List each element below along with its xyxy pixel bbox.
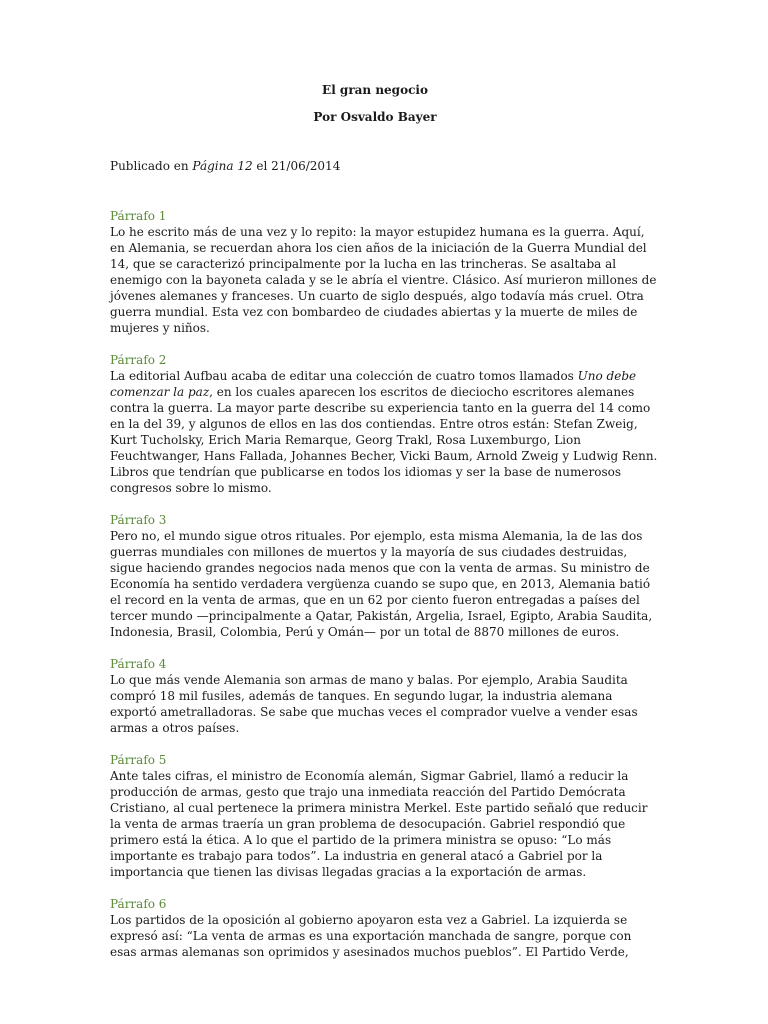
title-block (90, 82, 660, 125)
paragraph-text (110, 224, 660, 336)
paragraph-section (110, 752, 660, 880)
paragraph-text-run: Pero no, el mundo sigue otros rituales. Por ejemplo, esta misma Alemania, la de las dos guerras mundiales con millones de muertos y la mayoría de sus ciudades destruidas, sigue haciendo grandes negocios nada menos que con la venta de armas. Su ministro de Economía ha sentido verdadera vergüenza cuando se supo que, en 2013, Alemania batió el record en la venta de armas, que en un 62 por ciento fueron entregadas a países del tercer mundo —principalmente a Qatar, Pakistán, Argelia, Israel, Egipto, Arabia Saudita, Indonesia, Brasil, Colombia, Perú y Omán— por un total de 8870 millones de euros. (110, 529, 653, 639)
paragraph-label: Párrafo 1 (110, 209, 167, 223)
publication-name: Página 12 (192, 159, 253, 173)
paragraph-label: Párrafo 3 (110, 513, 167, 527)
article-title: El gran negocio (322, 83, 428, 97)
paragraph-text (110, 672, 660, 736)
paragraph-label: Párrafo 4 (110, 657, 167, 671)
publication-prefix: Publicado en (110, 159, 193, 173)
paragraph-section (110, 656, 660, 736)
paragraph-text-run: Ante tales cifras, el ministro de Economía alemán, Sigmar Gabriel, llamó a reducir la producción de armas, gesto que trajo una inmediata reacción del Partido Demócrata Cristiano, al cual pertenece la primera ministra Merkel. Este partido señaló que reducir la venta de armas traería un gran problema de desocupación. Gabriel respondió que primero está la ética. A lo que el partido de la primera ministra se opuso: “Lo más importante es trabajo para todos”. La industria en general atacó a Gabriel por la importancia que tienen las divisas llegadas gracias a la exportación de armas. (110, 769, 648, 879)
paragraph-text-run: Los partidos de la oposición al gobierno apoyaron esta vez a Gabriel. La izquierda se expresó así: “La venta de armas es una exportación manchada de sangre, porque con esas armas alemanas son oprimidos y asesinados muchos pueblos”. El Partido Verde, (110, 913, 632, 959)
paragraph-label: Párrafo 6 (110, 897, 167, 911)
paragraph-label: Párrafo 2 (110, 353, 167, 367)
paragraph-text-run: , en los cuales aparecen los escritos de dieciocho escritores alemanes contra la guerra. La mayor parte describe su experiencia tanto en la guerra del 14 como en la del 39, y algunos de ellos en las dos contiendas. Entre otros están: Stefan Zweig, Kurt Tucholsky, Erich Maria Remarque, Georg Trakl, Rosa Luxemburgo, Lion Feuchtwanger, Hans Fallada, Johannes Becher, Vicki Baum, Arnold Zweig y Ludwig Renn. Libros que tendrían que publicarse en todos los idiomas y ser la base de numerosos congresos sobre lo mismo. (110, 385, 658, 495)
paragraph-text (110, 768, 660, 880)
publication-line (110, 158, 660, 174)
paragraph-text (110, 368, 660, 496)
paragraph-text-run: Lo he escrito más de una vez y lo repito: la mayor estupidez humana es la guerra. Aquí, en Alemania, se recuerdan ahora los cien años de la iniciación de la Guerra Mundial del 14, que se caracterizó principalmente por la lucha en las trincheras. Se asaltaba al enemigo con la bayoneta calada y se le abría el vientre. Clásico. Así murieron millones de jóvenes alemanes y franceses. Un cuarto de siglo después, algo todavía más cruel. Otra guerra mundial. Esta vez con bombardeo de ciudades abiertas y la muerte de miles de mujeres y niños. (110, 225, 657, 335)
paragraph-section (110, 512, 660, 640)
paragraph-text (110, 912, 660, 960)
publication-date: el 21/06/2014 (252, 159, 341, 173)
paragraph-text-run: Lo que más vende Alemania son armas de mano y balas. Por ejemplo, Arabia Saudita compró 18 mil fusiles, además de tanques. En segundo lugar, la industria alemana exportó ametralladoras. Se sabe que muchas veces el comprador vuelve a vender esas armas a otros países. (110, 673, 638, 735)
paragraph-text (110, 528, 660, 640)
paragraph-text-run: La editorial Aufbau acaba de editar una colección de cuatro tomos llamados (110, 369, 578, 383)
document-page (110, 82, 660, 960)
paragraph-section (110, 352, 660, 496)
paragraph-label: Párrafo 5 (110, 753, 167, 767)
article-author: Por Osvaldo Bayer (313, 110, 437, 124)
paragraph-section (110, 896, 660, 960)
paragraph-section (110, 208, 660, 336)
book-title: Uno debe comenzar la paz (110, 369, 637, 399)
paragraph-list (110, 208, 660, 960)
